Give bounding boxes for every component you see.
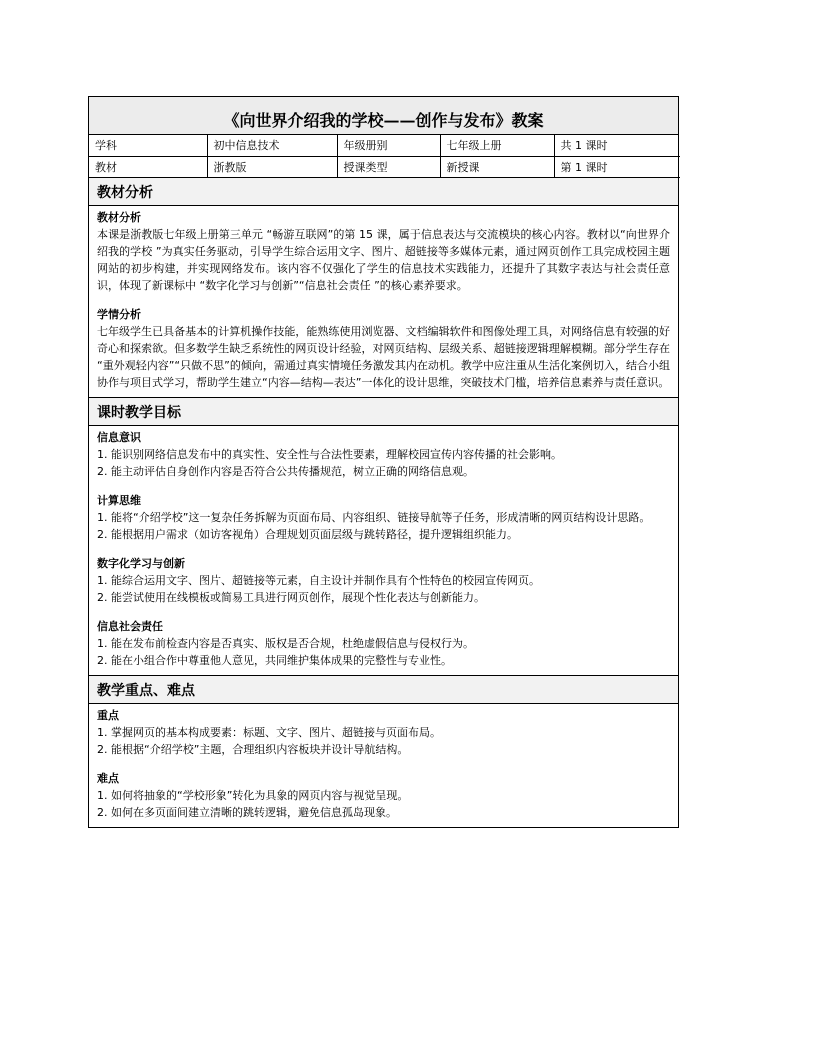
list-item: 2. 能尝试使用在线模板或简易工具进行网页创作，展现个性化表达与创新能力。 xyxy=(97,590,485,604)
meta-row xyxy=(89,135,680,156)
subheading-info-awareness: 信息意识 xyxy=(97,430,141,444)
meta-label-textbook: 教材 xyxy=(89,156,207,177)
section-body-analysis xyxy=(89,206,678,398)
paragraph-textbook-analysis: 本课是浙教版七年级上册第三单元 “畅游互联网”的第 15 课，属于信息表达与交流模块的核心内容。教材以“向世界介绍我的学校 ”为真实任务驱动，引导学生综合运用文字、图片、超链接等多媒体元素，通过网页创作工具完成校园主题网站的初步构建，并实现网络发布。该内容不仅强化了学生的信息技术实践能力，还提升了其数字表达与社会责任意识，体现了新课标中 “数字化学习与创新”“信息社会责任 ”的核心素养要求。 xyxy=(97,227,670,292)
list-item: 2. 能在小组合作中尊重他人意见，共同维护集体成果的完整性与专业性。 xyxy=(97,653,452,667)
section-heading-keypoints: 教学重点、难点 xyxy=(89,676,678,704)
list-item: 1. 能在发布前检查内容是否真实、版权是否合规，杜绝虚假信息与侵权行为。 xyxy=(97,636,474,650)
meta-value-lesson-type: 新授课 xyxy=(440,156,554,177)
subheading-learner-analysis: 学情分析 xyxy=(97,307,141,321)
list-item: 1. 能识别网络信息发布中的真实性、安全性与合法性要素，理解校园宣传内容传播的社会影响。 xyxy=(97,447,562,461)
list-item: 1. 能综合运用文字、图片、超链接等元素，自主设计并制作具有个性特色的校园宣传网页。 xyxy=(97,573,540,587)
list-item: 2. 能根据“介绍学校”主题，合理组织内容板块并设计导航结构。 xyxy=(97,742,409,756)
list-item: 2. 能根据用户需求（如访客视角）合理规划页面层级与跳转路径，提升逻辑组织能力。 xyxy=(97,527,518,541)
subheading-difficulty: 难点 xyxy=(97,771,119,785)
section-heading-analysis: 教材分析 xyxy=(89,178,678,206)
section-body-objectives xyxy=(89,426,678,676)
meta-label-lesson-type: 授课类型 xyxy=(337,156,440,177)
subheading-textbook-analysis: 教材分析 xyxy=(97,210,141,224)
list-item: 1. 如何将抽象的“学校形象”转化为具象的网页内容与视觉呈现。 xyxy=(97,788,409,802)
meta-value-subject: 初中信息技术 xyxy=(207,135,337,156)
subheading-digital-learning: 数字化学习与创新 xyxy=(97,556,185,570)
paragraph-learner-analysis: 七年级学生已具备基本的计算机操作技能，能熟练使用浏览器、文档编辑软件和图像处理工具，对网络信息有较强的好奇心和探索欲。但多数学生缺乏系统性的网页设计经验，对网页结构、层级关系、超链接逻辑理解模糊。部分学生存在 “重外观轻内容”“只做不思”的倾向，需通过真实情境任务激发其内在动机。教学中应注重从生活化案例切入，结合小组协作与项目式学习，帮助学生建立“内容—结构—表达”一体化的设计思维，突破技术门槛，培养信息素养与责任意识。 xyxy=(97,324,670,389)
section-heading-objectives: 课时教学目标 xyxy=(89,398,678,426)
meta-value-current-hour: 第 1 课时 xyxy=(554,156,680,177)
document-title: 《向世界介绍我的学校——创作与发布》教案 xyxy=(89,97,678,135)
list-item: 1. 能将“介绍学校”这一复杂任务拆解为页面布局、内容组织、链接导航等子任务，形成清晰的网页结构设计思路。 xyxy=(97,510,651,524)
list-item: 2. 如何在多页面间建立清晰的跳转逻辑，避免信息孤岛现象。 xyxy=(97,805,397,819)
meta-label-subject: 学科 xyxy=(89,135,207,156)
meta-value-total-hours: 共 1 课时 xyxy=(554,135,680,156)
meta-value-textbook: 浙教版 xyxy=(207,156,337,177)
lesson-plan-document xyxy=(88,96,679,828)
subheading-focus: 重点 xyxy=(97,708,119,722)
section-body-keypoints xyxy=(89,704,678,827)
meta-row xyxy=(89,156,680,177)
meta-table xyxy=(89,135,680,178)
subheading-social-responsibility: 信息社会责任 xyxy=(97,619,163,633)
meta-value-grade: 七年级上册 xyxy=(440,135,554,156)
subheading-computational-thinking: 计算思维 xyxy=(97,493,141,507)
list-item: 1. 掌握网页的基本构成要素：标题、文字、图片、超链接与页面布局。 xyxy=(97,725,441,739)
meta-label-grade: 年级册别 xyxy=(337,135,440,156)
list-item: 2. 能主动评估自身创作内容是否符合公共传播规范，树立正确的网络信息观。 xyxy=(97,464,474,478)
